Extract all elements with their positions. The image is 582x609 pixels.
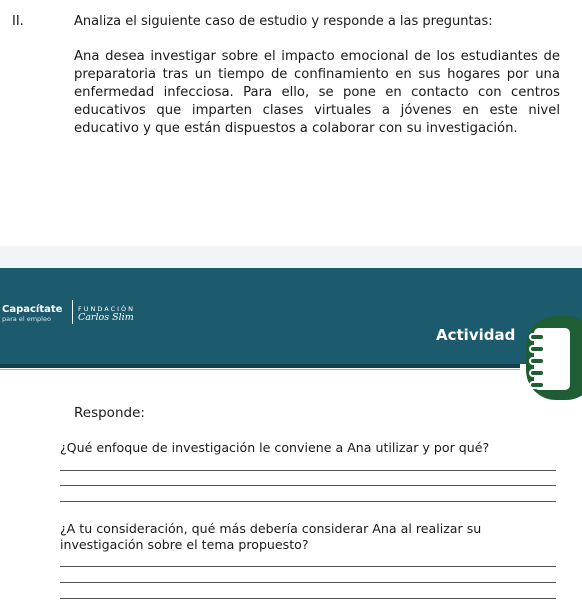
notebook-spiral-icon xyxy=(526,316,582,400)
answer-line-2a[interactable] xyxy=(60,566,556,567)
foundation-signature: Carlos Slim xyxy=(78,312,134,323)
answer-line-2c[interactable] xyxy=(60,598,556,599)
capacitate-logo: Capacítate xyxy=(2,304,63,315)
banner-stripe xyxy=(0,364,520,368)
answer-line-2b[interactable] xyxy=(60,582,556,583)
separator-band xyxy=(0,246,582,268)
answer-line-1b[interactable] xyxy=(60,485,556,486)
answer-line-1a[interactable] xyxy=(60,470,556,471)
section-instruction: Analiza el siguiente caso de estudio y responde a las preguntas: xyxy=(74,14,493,29)
logo-separator xyxy=(72,300,73,324)
activity-label: Actividad xyxy=(436,326,516,344)
capacitate-logo-subtitle: para el empleo xyxy=(2,315,51,323)
case-study-text: Ana desea investigar sobre el impacto emocional de los estudiantes de preparatoria tras un tiempo de confinamiento en sus hogares por una enfermedad infecciosa. Para ello, se pone en contacto con centros educativos que imparten clases virtuales a jóvenes en este nivel educativo y que están dispuestos a colaborar con su investigación. xyxy=(74,49,560,136)
question-1: ¿Qué enfoque de investigación le conviene a Ana utilizar y por qué? xyxy=(60,440,490,455)
section-number: II. xyxy=(12,14,24,29)
question-2: ¿A tu consideración, qué más debería considerar Ana al realizar su investigación sobre el tema propuesto? xyxy=(60,521,482,552)
answer-line-1c[interactable] xyxy=(60,501,556,502)
banner-underline xyxy=(0,369,520,370)
responde-heading: Responde: xyxy=(74,405,145,421)
foundation-word: FUNDACIÓN xyxy=(78,305,136,313)
